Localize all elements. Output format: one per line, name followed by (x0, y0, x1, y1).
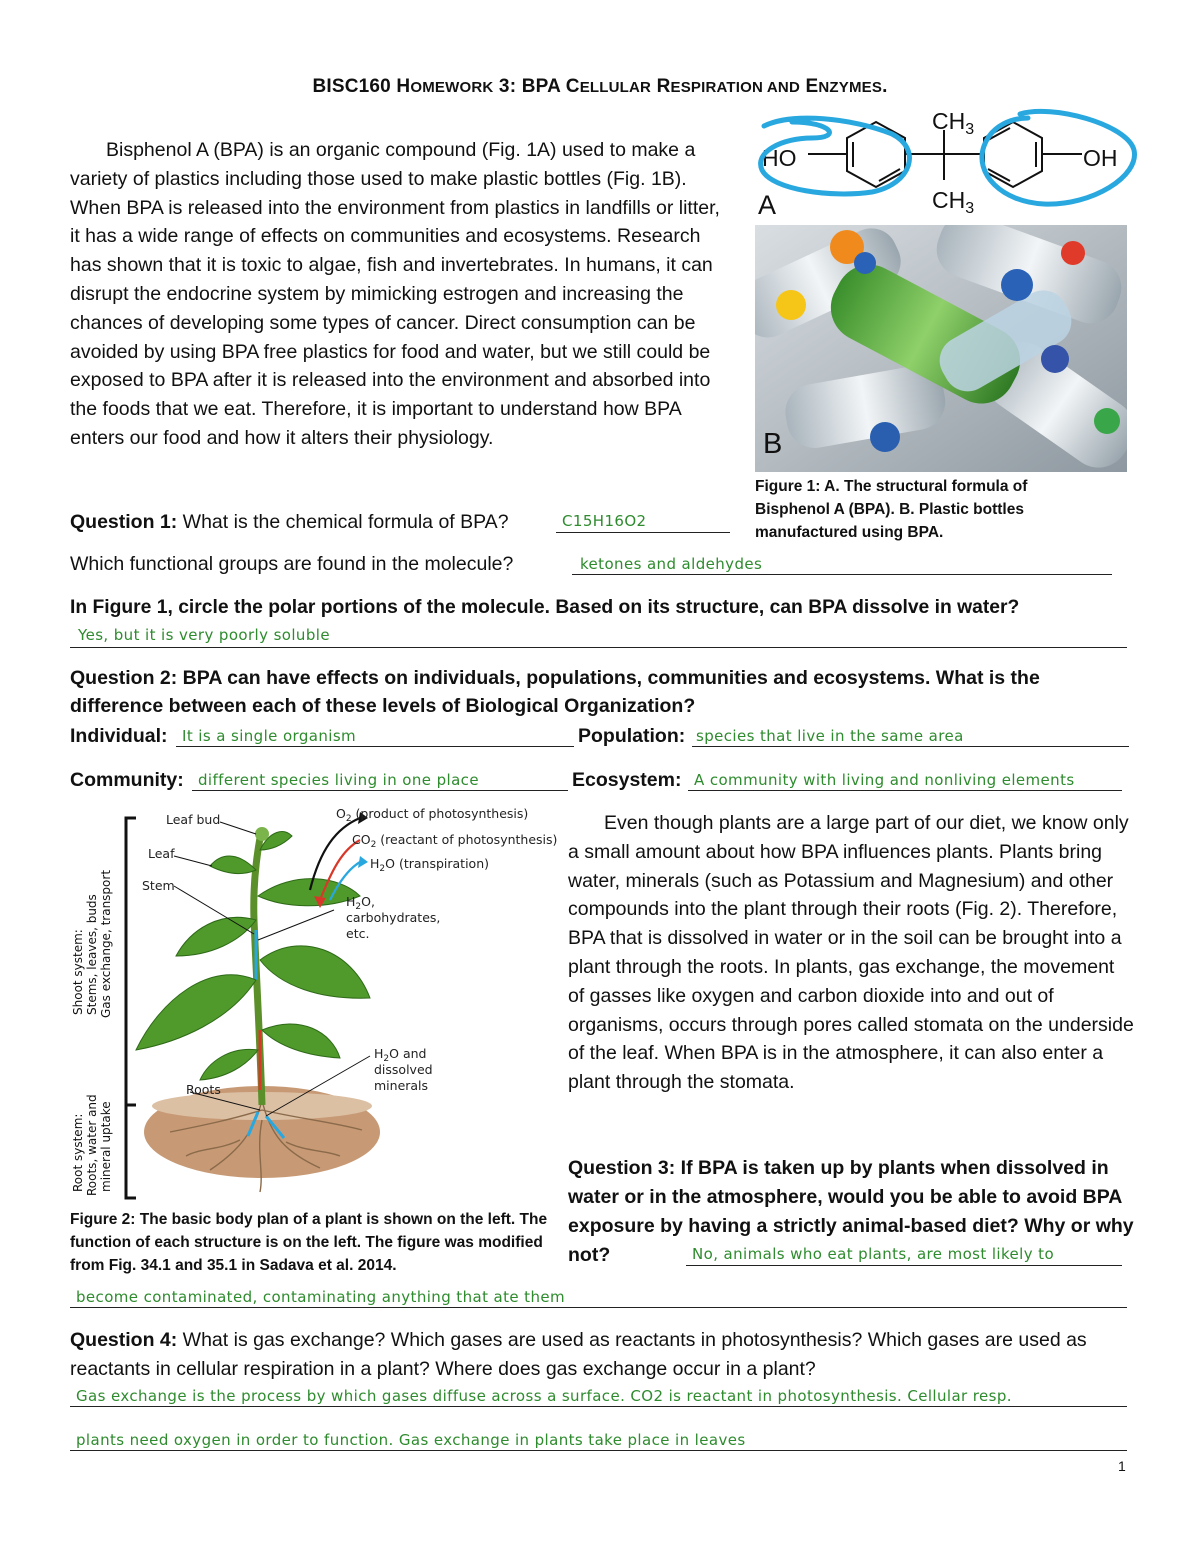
shoot-system-label: Shoot system: (71, 929, 85, 1015)
q1b-answer-line (572, 574, 1112, 575)
individual-answer-line (176, 746, 574, 747)
ecosystem-answer[interactable]: A community with living and nonliving elements (694, 771, 1075, 789)
population-answer[interactable]: species that live in the same area (696, 727, 964, 745)
page-number: 1 (1118, 1458, 1126, 1474)
ecosystem-label: Ecosystem: (572, 769, 682, 791)
q1c-answer-line (70, 647, 1127, 648)
question-4: Question 4: What is gas exchange? Which gases are used as reactants in photosynthesis? Which gases are used as reactants in cellular respiration in a plant? Where does gas exchange occur in a plant? (70, 1329, 1087, 1380)
q4-answer-underline-2 (70, 1450, 1127, 1451)
bpa-structure-diagram (752, 104, 1142, 222)
left-benzene-ring (847, 122, 905, 187)
stem-label: Stem (142, 878, 175, 893)
question-1-functional-groups: Which functional groups are found in the molecule? (70, 553, 514, 575)
population-answer-line (692, 746, 1129, 747)
root-bracket (126, 1105, 136, 1198)
question-1-polar: In Figure 1, circle the polar portions of the molecule. Based on its structure, can BPA dissolve in water? (70, 597, 1020, 618)
root-system-label: Root system: (71, 1113, 85, 1192)
question-3: Question 3: If BPA is taken up by plants when dissolved in water or in the atmosphere, would you be able to avoid BPA exposure by having a strictly animal-based diet? Why or why not? (568, 1157, 1134, 1266)
plants-paragraph: Even though plants are a large part of our diet, we know only a small amount about how BPA influences plants. Plants bring water, minerals (such as Potassium and Magnesium) and other compounds into the plant through their roots (Fig. 2). Therefore, BPA that is dissolved in water or in the soil can be brought into a plant through the roots. In plants, gas exchange, the movement of gasses like oxygen and carbon dioxide into and out of organisms, occurs through pores called stomata on the underside of the leaf. When BPA is in the atmosphere, it can also enter a plant through the stomata. (568, 812, 1134, 1094)
minerals-label-2: dissolved (374, 1062, 433, 1077)
population-label: Population: (578, 725, 686, 747)
shoot-system-function: Gas exchange, transport (99, 869, 113, 1018)
co2-label: $CO_2$ (reactant of photosynthesis) (352, 832, 558, 850)
ho-label: HO (762, 145, 797, 171)
carbohydrates-label-1: $H_2O$, (346, 894, 375, 912)
question-1: Question 1: What is the chemical formula of BPA? (70, 511, 509, 533)
h2o-label: $H_2O$ (transpiration) (370, 856, 489, 874)
leaf-label: Leaf (148, 846, 175, 861)
shoot-bracket (126, 818, 136, 1105)
minerals-label-3: minerals (374, 1078, 429, 1093)
plant-body-plan-diagram (70, 800, 560, 1205)
q1-answer-line (556, 532, 730, 533)
q4-answer-line-1[interactable]: Gas exchange is the process by which gases diffuse across a surface. CO2 is reactant in photosynthesis. Cellular resp. (76, 1387, 1012, 1405)
page-title: BISC160 HOMEWORK 3: BPA CELLULAR RESPIRATION AND ENZYMES. (312, 76, 888, 97)
minerals-label-1: $H_2O$ and (374, 1046, 427, 1064)
q3-answer-underline-1 (686, 1265, 1122, 1266)
carbohydrates-label-3: etc. (346, 926, 370, 941)
q3-answer-line-1[interactable]: No, animals who eat plants, are most likely to (692, 1245, 1055, 1263)
q1-answer[interactable]: C15H16O2 (562, 512, 647, 530)
question-2: Question 2: BPA can have effects on individuals, populations, communities and ecosystems. What is the difference between each of these levels of Biological Organization? (70, 667, 1040, 717)
q1c-answer[interactable]: Yes, but it is very poorly soluble (78, 626, 330, 644)
community-answer-line (192, 790, 568, 791)
q4-answer-line-2[interactable]: plants need oxygen in order to function. Gas exchange in plants take place in leaves (76, 1431, 746, 1449)
leaf-bud (255, 827, 269, 841)
root-system-function: mineral uptake (99, 1101, 113, 1192)
roots-label: Roots (186, 1082, 221, 1097)
intro-paragraph: Bisphenol A (BPA) is an organic compound (Fig. 1A) used to make a variety of plastics including those used to make plastic bottles (Fig. 1B). When BPA is released into the environment from plastics in landfills or litter, it has a wide range of effects on communities and ecosystems. Research has shown that it is toxic to algae, fish and invertebrates. In humans, it can disrupt the endocrine system by mimicking estrogen and increasing the chances of developing some types of cancer. Direct consumption can be avoided by using BPA free plastics for food and water, but we still could be exposed to BPA after it is released into the environment and absorbed into the foods that we eat. Therefore, it is important to understand how BPA enters our food and how it alters their physiology. (70, 139, 720, 449)
leaf-bud-label: Leaf bud (166, 812, 221, 827)
figure-2-caption: Figure 2: The basic body plan of a plant is shown on the left. The function of each structure is on the left. The figure was modified from Fig. 34.1 and 35.1 in Sadava et al. 2014. (70, 1211, 548, 1274)
individual-answer[interactable]: It is a single organism (182, 727, 357, 745)
figure-1a-label: A (758, 190, 777, 220)
figure-1b-label: B (763, 428, 783, 460)
q4-answer-underline-1 (70, 1406, 1127, 1407)
ch3-bottom-label: $CH_3$ (932, 187, 975, 217)
individual-label: Individual: (70, 725, 168, 747)
q3-answer-line-2[interactable]: become contaminated, contaminating anything that ate them (76, 1288, 566, 1306)
community-label: Community: (70, 769, 184, 791)
shoot-system-desc: Stems, leaves, buds (85, 894, 99, 1015)
q1b-answer[interactable]: ketones and aldehydes (580, 555, 763, 573)
ch3-top-label: $CH_3$ (932, 108, 975, 138)
oh-label: OH (1083, 145, 1118, 171)
carbohydrates-label-2: carbohydrates, (346, 910, 441, 925)
root-system-desc: Roots, water and (85, 1094, 99, 1196)
ecosystem-answer-line (688, 790, 1122, 791)
plastic-bottles-photo (755, 225, 1127, 472)
figure-1-caption: Figure 1: A. The structural formula of Bisphenol A (BPA). B. Plastic bottles manufactured using BPA. (755, 478, 1028, 541)
community-answer[interactable]: different species living in one place (198, 771, 479, 789)
o2-label: $O_2$ (product of photosynthesis) (336, 806, 529, 824)
q3-answer-underline-2 (70, 1307, 1127, 1308)
